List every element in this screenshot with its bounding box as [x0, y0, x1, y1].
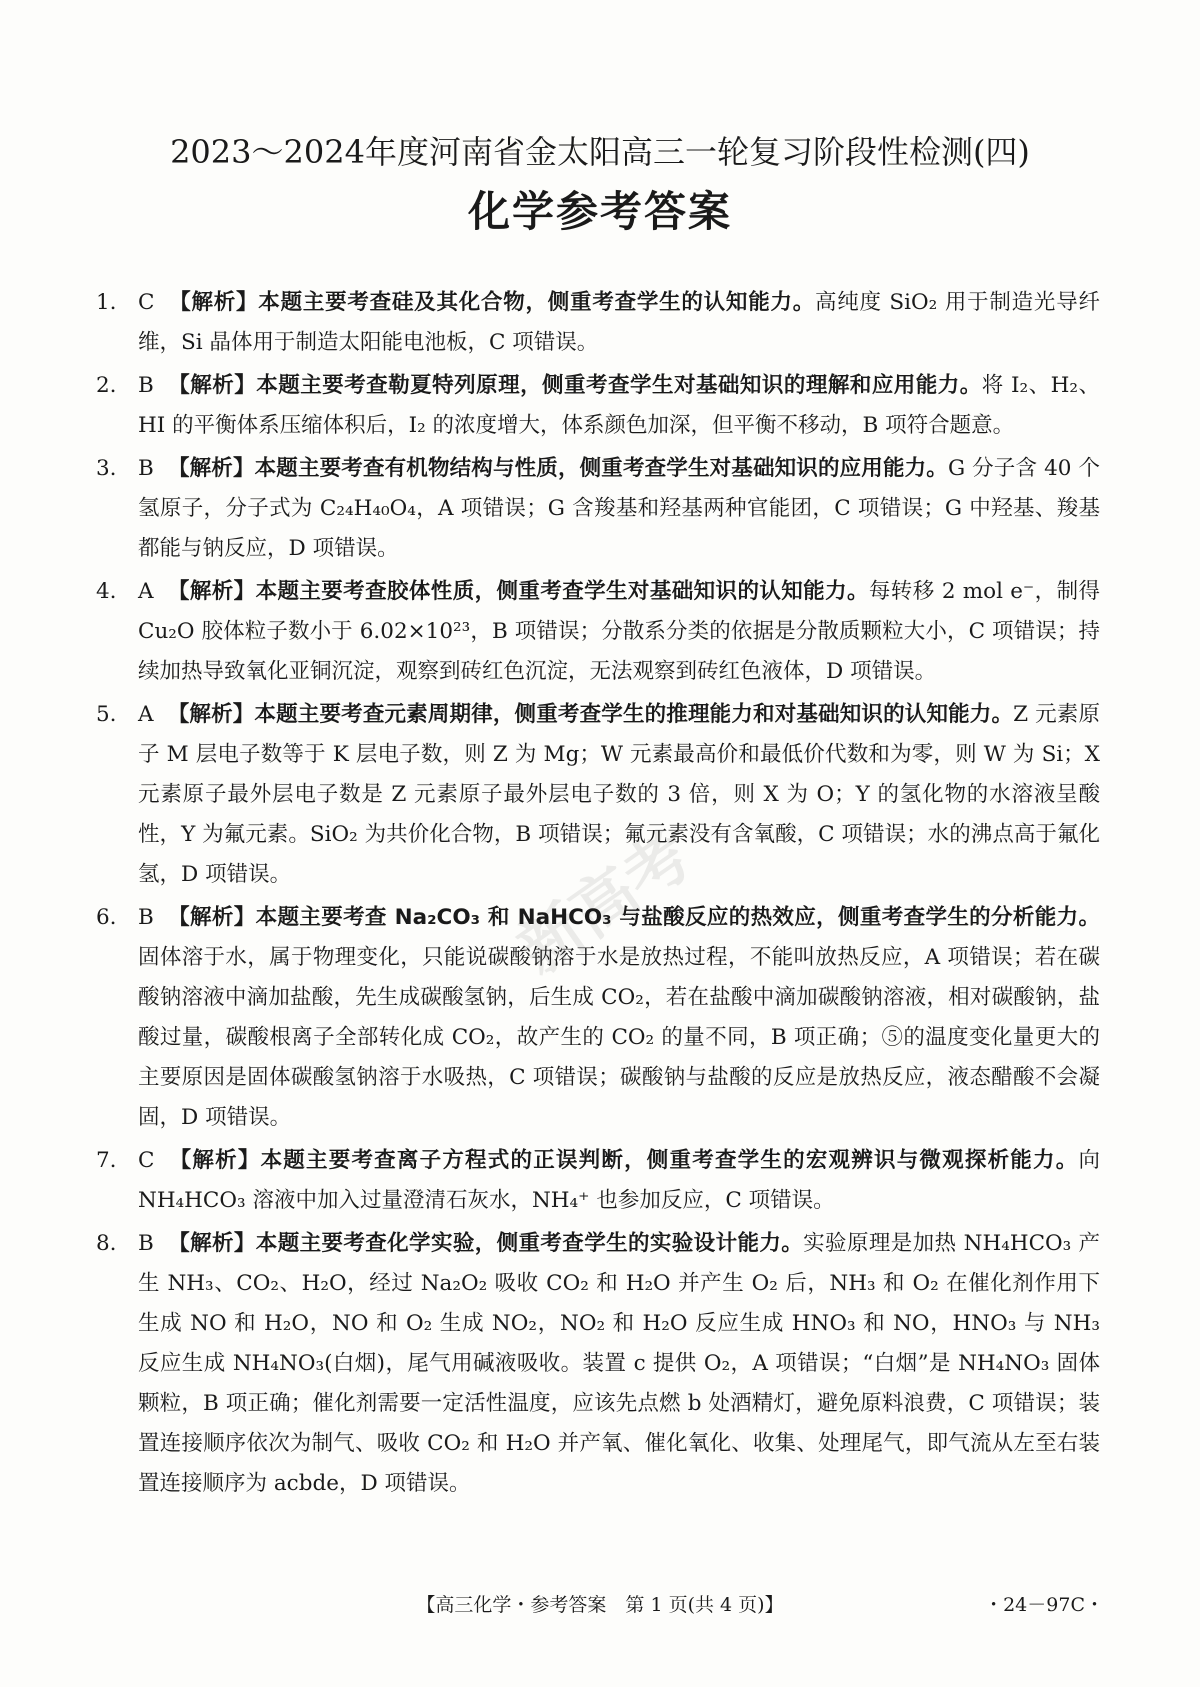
- analysis-summary: 本题主要考查化学实验，侧重考查学生的实验设计能力。: [255, 1231, 804, 1256]
- analysis-detail: G 分子含 40 个氢原子，分子式为 C₂₄H₄₀O₄，A 项错误；G 含羧基和羟基两种官能团，C 项错误；G 中羟基、羧基都能与钠反应，D 项错误。: [138, 456, 1100, 561]
- analysis-detail: Z 元素原子 M 层电子数等于 K 层电子数，则 Z 为 Mg；W 元素最高价和最低价代数和为零，则 W 为 Si；X 元素原子最外层电子数是 Z 元素原子最外层电子数的 3 倍，则 X 为 O；Y 的氢化物的水溶液呈酸性，Y 为氟元素。SiO₂ 为共价化合物，B 项错误；氟元素没有含氧酸，C 项错误；水的沸点高于氟化氢，D 项错误。: [138, 702, 1100, 887]
- analysis-summary: 本题主要考查硅及其化合物，侧重考查学生的认知能力。: [258, 290, 815, 315]
- answer-choice: C: [138, 1148, 155, 1173]
- page-label: 【高三化学・参考答案 第 1 页(共 4 页)】: [416, 1594, 784, 1616]
- analysis-tag: 【解析】: [167, 1231, 256, 1256]
- answer-number: 4.: [96, 579, 117, 604]
- analysis-detail: 向 NH₄HCO₃ 溶液中加入过量澄清石灰水，NH₄⁺ 也参加反应，C 项错误。: [138, 1148, 1100, 1213]
- analysis-tag: 【解析】: [168, 1148, 261, 1173]
- answer-choice: C: [138, 290, 155, 315]
- answer-number: 8.: [96, 1231, 117, 1256]
- answer-item-7: [96, 1141, 1100, 1221]
- answer-choice: B: [138, 905, 154, 930]
- answer-choice: A: [138, 579, 154, 604]
- analysis-detail: 固体溶于水，属于物理变化，只能说碳酸钠溶于水是放热过程，不能叫放热反应，A 项错误；若在碳酸钠溶液中滴加盐酸，先生成碳酸氢钠，后生成 CO₂，若在盐酸中滴加碳酸钠溶液，相对碳酸钠，盐酸过量，碳酸根离子全部转化成 CO₂，故产生的 CO₂ 的量不同，B 项正确；⑤的温度变化量更大的主要原因是固体碳酸氢钠溶于水吸热，C 项错误；碳酸钠与盐酸的反应是放热反应，液态醋酸不会凝固，D 项错误。: [138, 945, 1100, 1130]
- analysis-summary: 本题主要考查 Na₂CO₃ 和 NaHCO₃ 与盐酸反应的热效应，侧重考查学生的分析能力。: [255, 905, 1100, 930]
- answer-choice: A: [138, 702, 154, 727]
- answer-choice: B: [138, 456, 154, 481]
- answer-number: 2.: [96, 373, 117, 398]
- analysis-tag: 【解析】: [167, 456, 255, 481]
- analysis-tag: 【解析】: [167, 905, 256, 930]
- document-subtitle: 化学参考答案: [467, 187, 732, 236]
- document-title: 2023～2024年度河南省金太阳高三一轮复习阶段性检测(四): [170, 133, 1030, 171]
- watermark: 新高考: [505, 818, 706, 989]
- document-code: ・24－97C・: [984, 1594, 1104, 1616]
- analysis-summary: 本题主要考查离子方程式的正误判断，侧重考查学生的宏观辨识与微观探析能力。: [260, 1148, 1079, 1173]
- analysis-tag: 【解析】: [167, 702, 255, 727]
- answer-number: 7.: [96, 1148, 117, 1173]
- answer-list: [96, 283, 1100, 1507]
- answer-item-8: [96, 1224, 1100, 1504]
- answer-number: 5.: [96, 702, 117, 727]
- answer-choice: B: [138, 373, 154, 398]
- answer-item-4: [96, 572, 1100, 692]
- answer-item-6: [96, 898, 1100, 1138]
- analysis-detail: 将 I₂、H₂、HI 的平衡体系压缩体积后，I₂ 的浓度增大，体系颜色加深，但平衡不移动，B 项符合题意。: [138, 373, 1100, 438]
- analysis-tag: 【解析】: [167, 579, 256, 604]
- answer-item-3: [96, 449, 1100, 569]
- analysis-summary: 本题主要考查有机物结构与性质，侧重考查学生对基础知识的应用能力。: [254, 456, 948, 481]
- answer-item-1: [96, 283, 1100, 363]
- analysis-detail: 每转移 2 mol e⁻，制得 Cu₂O 胶体粒子数小于 6.02×10²³，B 项错误；分散系分类的依据是分散质颗粒大小，C 项错误；持续加热导致氧化亚铜沉淀，观察到砖红色沉淀，无法观察到砖红色液体，D 项错误。: [138, 579, 1100, 684]
- answer-choice: B: [138, 1231, 154, 1256]
- analysis-summary: 本题主要考查元素周期律，侧重考查学生的推理能力和对基础知识的认知能力。: [254, 702, 1014, 727]
- analysis-detail: 实验原理是加热 NH₄HCO₃ 产生 NH₃、CO₂、H₂O，经过 Na₂O₂ 吸收 CO₂ 和 H₂O 并产生 O₂ 后，NH₃ 和 O₂ 在催化剂作用下生成 NO 和 H₂O，NO 和 O₂ 生成 NO₂，NO₂ 和 H₂O 反应生成 HNO₃ 和 NO，HNO₃ 与 NH₃ 反应生成 NH₄NO₃(白烟)，尾气用碱液吸收。装置 c 提供 O₂，A 项错误；“白烟”是 NH₄NO₃ 固体颗粒，B 项正确；催化剂需要一定活性温度，应该先点燃 b 处酒精灯，避免原料浪费，C 项错误；装置连接顺序依次为制气、吸收 CO₂ 和 H₂O 并产氧、催化氧化、收集、处理尾气，即气流从左至右装置连接顺序为 acbde，D 项错误。: [138, 1231, 1100, 1496]
- analysis-detail: 高纯度 SiO₂ 用于制造光导纤维，Si 晶体用于制造太阳能电池板，C 项错误。: [138, 290, 1100, 355]
- analysis-tag: 【解析】: [168, 290, 259, 315]
- answer-number: 1.: [96, 290, 117, 315]
- answer-number: 3.: [96, 456, 117, 481]
- analysis-summary: 本题主要考查胶体性质，侧重考查学生对基础知识的认知能力。: [255, 579, 869, 604]
- analysis-tag: 【解析】: [167, 373, 257, 398]
- answer-item-2: [96, 366, 1100, 446]
- answer-item-5: [96, 695, 1100, 895]
- analysis-summary: 本题主要考查勒夏特列原理，侧重考查学生对基础知识的理解和应用能力。: [256, 373, 982, 398]
- answer-number: 6.: [96, 905, 117, 930]
